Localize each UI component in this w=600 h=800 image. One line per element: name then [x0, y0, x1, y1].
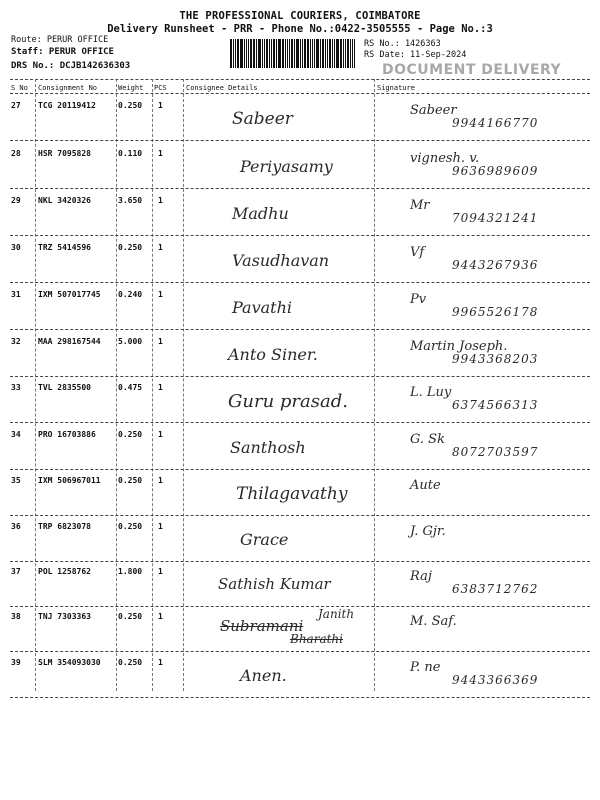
barcode-bar	[329, 39, 331, 68]
barcode-bar	[240, 39, 243, 68]
row-consignment-no: TNJ 7303363	[38, 612, 91, 621]
row-separator	[10, 469, 590, 470]
row-weight: 5.000	[118, 337, 143, 346]
drs-number: DRS No.: DCJB142636303	[11, 61, 131, 71]
signature-phone: 6374566313	[452, 398, 539, 412]
company-title: THE PROFESSIONAL COURIERS, COIMBATORE	[179, 10, 421, 22]
consignee-extra: Janith	[318, 607, 355, 621]
row-sno: 27	[11, 101, 21, 110]
barcode-bar	[282, 39, 284, 68]
row-sno: 31	[11, 290, 21, 299]
signature-mark: Pv	[410, 292, 427, 307]
barcode-bar	[273, 39, 275, 68]
barcode-bar	[304, 39, 306, 68]
barcode-bar	[291, 39, 293, 68]
row-weight: 0.240	[118, 290, 143, 299]
row-sno: 36	[11, 522, 21, 531]
consignee-name: Anen.	[240, 666, 287, 685]
signature-mark: Vf	[410, 245, 425, 260]
barcode-bar	[327, 39, 328, 68]
row-sno: 28	[11, 149, 21, 158]
row-consignment-no: POL 1258762	[38, 567, 91, 576]
consignee-name: Sabeer	[232, 109, 293, 129]
row-pcs: 1	[158, 612, 163, 621]
row-pcs: 1	[158, 290, 163, 299]
consignee-name: Thilagavathy	[236, 484, 348, 504]
signature-phone: 6383712762	[452, 582, 539, 596]
row-consignment-no: MAA 298167544	[38, 337, 101, 346]
consignee-name: Madhu	[232, 204, 289, 223]
row-consignment-no: TVL 2835500	[38, 383, 91, 392]
row-sno: 38	[11, 612, 21, 621]
row-separator	[10, 651, 590, 652]
row-weight: 0.250	[118, 612, 143, 621]
col-pcs: PCS	[154, 84, 167, 92]
row-weight: 0.250	[118, 101, 143, 110]
row-consignment-no: SLM 354093030	[38, 658, 101, 667]
consignee-name: Anto Siner.	[228, 345, 318, 364]
barcode-bar	[289, 39, 290, 68]
consignee-name: Vasudhavan	[232, 251, 330, 270]
row-sno: 32	[11, 337, 21, 346]
barcode-bar	[264, 39, 265, 68]
table-header-rule	[10, 93, 590, 94]
consignee-name: Sathish Kumar	[218, 575, 331, 593]
barcode-bar	[310, 39, 311, 68]
row-consignment-no: NKL 3420326	[38, 196, 91, 205]
row-weight: 3.650	[118, 196, 143, 205]
signature-mark: Mr	[410, 198, 430, 213]
staff-label: Staff: PERUR OFFICE	[11, 47, 114, 57]
row-separator	[10, 329, 590, 330]
barcode-bar	[343, 39, 344, 68]
col-consignment: Consignment No	[38, 84, 98, 92]
row-pcs: 1	[158, 101, 163, 110]
row-weight: 0.250	[118, 522, 143, 531]
row-separator	[10, 376, 590, 377]
barcode-bar	[258, 39, 261, 68]
barcode-bar	[278, 39, 281, 68]
col-signature: Signature	[377, 84, 415, 92]
row-pcs: 1	[158, 658, 163, 667]
barcode-bar	[237, 39, 239, 68]
row-separator	[10, 422, 590, 423]
barcode-bar	[340, 39, 342, 68]
row-separator	[10, 282, 590, 283]
barcode-bar	[316, 39, 319, 68]
barcode-bar	[354, 39, 355, 68]
row-sno: 34	[11, 430, 21, 439]
document-delivery-stamp: DOCUMENT DELIVERY	[382, 62, 562, 78]
barcode-bar	[244, 39, 245, 68]
barcode-bar	[262, 39, 263, 68]
consignee-name: Guru prasad.	[228, 391, 348, 412]
signature-phone: 9443267936	[452, 258, 539, 272]
column-divider	[152, 79, 153, 691]
column-divider	[374, 79, 375, 691]
barcode-bar	[336, 39, 339, 68]
barcode-bar	[320, 39, 321, 68]
signature-mark: Martin Joseph.	[410, 339, 508, 354]
signature-mark: P. ne	[410, 660, 441, 675]
signature-phone: 8072703597	[452, 445, 539, 459]
row-separator	[10, 140, 590, 141]
row-consignment-no: TRP 6823078	[38, 522, 91, 531]
row-sno: 33	[11, 383, 21, 392]
barcode-bar	[230, 39, 232, 68]
rs-number: RS No.: 1426363	[364, 39, 441, 49]
row-pcs: 1	[158, 196, 163, 205]
column-divider	[35, 79, 36, 691]
table-top-rule	[10, 79, 590, 80]
row-consignment-no: IXM 507017745	[38, 290, 101, 299]
consignee-extra-2: Bharathi	[290, 632, 343, 646]
barcode-bar	[350, 39, 351, 68]
signature-phone: 9944166770	[452, 116, 539, 130]
row-sno: 39	[11, 658, 21, 667]
barcode-bar	[285, 39, 286, 68]
route-label: Route: PERUR OFFICE	[11, 35, 109, 45]
row-separator	[10, 606, 590, 607]
signature-phone: 7094321241	[452, 211, 539, 225]
row-pcs: 1	[158, 243, 163, 252]
barcode-bar	[347, 39, 349, 68]
barcode-bar	[314, 39, 315, 68]
signature-mark: J. Gjr.	[410, 524, 446, 539]
signature-phone: 9636989609	[452, 164, 539, 178]
barcode-bar	[276, 39, 277, 68]
row-separator	[10, 697, 590, 698]
signature-phone: 9943368203	[452, 352, 539, 366]
barcode-bar	[307, 39, 309, 68]
barcode-bar	[233, 39, 234, 68]
signature-mark: G. Sk	[410, 432, 445, 447]
row-consignment-no: PRO 16703886	[38, 430, 96, 439]
row-pcs: 1	[158, 430, 163, 439]
row-separator	[10, 561, 590, 562]
barcode-bar	[266, 39, 268, 68]
barcode-bar	[334, 39, 335, 68]
barcode-bar	[248, 39, 249, 68]
barcode-bar	[269, 39, 270, 68]
barcode-bar	[352, 39, 353, 68]
row-weight: 1.800	[118, 567, 143, 576]
barcode	[230, 39, 358, 68]
row-pcs: 1	[158, 383, 163, 392]
signature-phone: 9443366369	[452, 673, 539, 687]
consignee-name: Periyasamy	[240, 157, 333, 176]
barcode-bar	[235, 39, 236, 68]
barcode-bar	[302, 39, 303, 68]
row-pcs: 1	[158, 337, 163, 346]
barcode-bar	[287, 39, 288, 68]
row-separator	[10, 235, 590, 236]
row-consignment-no: TCG 20119412	[38, 101, 96, 110]
barcode-bar	[332, 39, 333, 68]
barcode-bar	[322, 39, 324, 68]
row-weight: 0.250	[118, 243, 143, 252]
signature-mark: Sabeer	[410, 103, 457, 118]
signature-mark: M. Saf.	[410, 614, 457, 629]
col-weight: Weight	[118, 84, 144, 92]
row-sno: 30	[11, 243, 21, 252]
row-pcs: 1	[158, 476, 163, 485]
runsheet-subtitle: Delivery Runsheet - PRR - Phone No.:0422-3505555 - Page No.:3	[107, 23, 493, 35]
barcode-bar	[250, 39, 252, 68]
row-consignment-no: TRZ 5414596	[38, 243, 91, 252]
barcode-bar	[246, 39, 247, 68]
barcode-bar	[256, 39, 257, 68]
barcode-bar	[325, 39, 326, 68]
consignee-name: Subramani	[220, 617, 304, 635]
consignee-name: Santhosh	[230, 438, 306, 457]
row-weight: 0.250	[118, 476, 143, 485]
row-pcs: 1	[158, 149, 163, 158]
consignee-name: Grace	[240, 530, 289, 549]
barcode-bar	[253, 39, 255, 68]
column-divider	[183, 79, 184, 691]
signature-mark: Aute	[410, 478, 441, 493]
row-separator	[10, 188, 590, 189]
barcode-bar	[300, 39, 301, 68]
row-pcs: 1	[158, 567, 163, 576]
barcode-bar	[345, 39, 346, 68]
row-weight: 0.250	[118, 430, 143, 439]
consignee-name: Pavathi	[232, 298, 293, 317]
signature-mark: Raj	[410, 569, 432, 584]
row-weight: 0.475	[118, 383, 143, 392]
row-pcs: 1	[158, 522, 163, 531]
row-sno: 29	[11, 196, 21, 205]
col-details: Consignee Details	[186, 84, 258, 92]
row-weight: 0.250	[118, 658, 143, 667]
column-divider	[116, 79, 117, 691]
row-weight: 0.110	[118, 149, 143, 158]
barcode-bar	[271, 39, 272, 68]
barcode-bar	[312, 39, 313, 68]
rs-date: RS Date: 11-Sep-2024	[364, 50, 467, 60]
col-sno: S No	[11, 84, 28, 92]
barcode-bar	[294, 39, 295, 68]
row-sno: 37	[11, 567, 21, 576]
barcode-bar	[296, 39, 299, 68]
row-consignment-no: HSR 7095828	[38, 149, 91, 158]
signature-mark: L. Luy	[410, 385, 452, 400]
row-consignment-no: IXM 506967011	[38, 476, 101, 485]
signature-mark: vignesh. v.	[410, 151, 480, 166]
row-separator	[10, 515, 590, 516]
signature-phone: 9965526178	[452, 305, 539, 319]
row-sno: 35	[11, 476, 21, 485]
